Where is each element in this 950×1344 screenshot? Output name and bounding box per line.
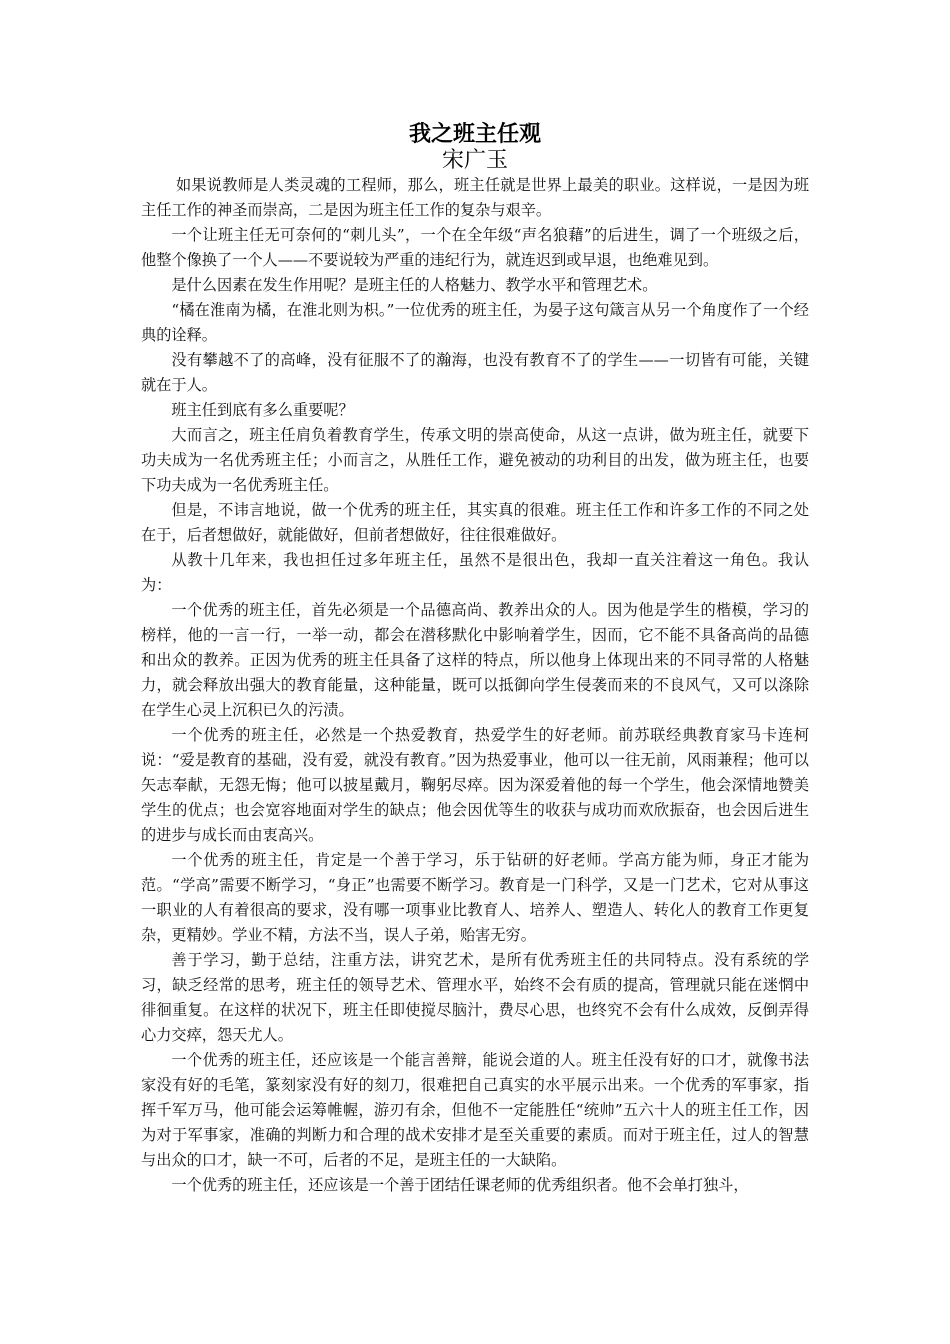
paragraph: 一个让班主任无可奈何的“刺儿头”，一个在全年级“声名狼藉”的后进生，调了一个班级之后，他整个像换了一个人——不要说较为严重的违纪行为，就连迟到或早退，也绝难见到。 — [141, 226, 809, 269]
paragraph: 一个优秀的班主任，肯定是一个善于学习，乐于钻研的好老师。学高方能为师，身正才能为范。“学高”需要不断学习，“身正”也需要不断学习。教育是一门科学，又是一门艺术，它对从事这一职业的人有着很高的要求，没有哪一项事业比教育人、培养人、塑造人、转化人的教育工作更复杂，更精妙。学业不精，方法不当，误人子弟，贻害无穷。 — [141, 851, 809, 944]
paragraph: 从教十几年来，我也担任过多年班主任，虽然不是很出色，我却一直关注着这一角色。我认为： — [141, 551, 809, 594]
paragraph: 没有攀越不了的高峰，没有征服不了的瀚海，也没有教育不了的学生——一切皆有可能，关键就在于人。 — [141, 351, 809, 394]
document-title: 我之班主任观 — [408, 122, 541, 147]
paragraph: 但是，不讳言地说，做一个优秀的班主任，其实真的很难。班主任工作和许多工作的不同之处在于，后者想做好，就能做好，但前者想做好，往往很难做好。 — [141, 501, 809, 544]
paragraph: 一个优秀的班主任，首先必须是一个品德高尚、教养出众的人。因为他是学生的楷模，学习的榜样，他的一言一行，一举一动，都会在潜移默化中影响着学生，因而，它不能不具备高尚的品德和出众的教养。正因为优秀的班主任具备了这样的特点，所以他身上体现出来的不同寻常的人格魅力，就会释放出强大的教育能量，这种能量，既可以抵御向学生侵袭而来的不良风气，又可以涤除在学生心灵上沉积已久的污渍。 — [141, 601, 809, 719]
paragraph: 是什么因素在发生作用呢？是班主任的人格魅力、教学水平和管理艺术。 — [171, 276, 658, 294]
paragraph: 一个优秀的班主任，还应该是一个善于团结任课老师的优秀组织者。他不会单打独斗， — [171, 1176, 749, 1194]
document-author: 宋广玉 — [441, 148, 508, 173]
paragraph: 班主任到底有多么重要呢？ — [171, 401, 354, 419]
document-body — [141, 173, 809, 1198]
paragraph: 一个优秀的班主任，还应该是一个能言善辩，能说会道的人。班主任没有好的口才，就像书法家没有好的毛笔，篆刻家没有好的刻刀，很难把自己真实的水平展示出来。一个优秀的军事家，指挥千军万马，他可能会运筹帷幄，游刃有余，但他不一定能胜任“统帅”五六十人的班主任工作，因为对于军事家，准确的判断力和合理的战术安排才是至关重要的素质。而对于班主任，过人的智慧与出众的口才，缺一不可，后者的不足，是班主任的一大缺陷。 — [141, 1051, 809, 1169]
paragraph: 大而言之，班主任肩负着教育学生，传承文明的崇高使命，从这一点讲，做为班主任，就要下功夫成为一名优秀班主任；小而言之，从胜任工作，避免被动的功利目的出发，做为班主任，也要下功夫成为一名优秀班主任。 — [141, 426, 809, 494]
paragraph: 一个优秀的班主任，必然是一个热爱教育，热爱学生的好老师。前苏联经典教育家马卡连柯说：“爱是教育的基础，没有爱，就没有教育。”因为热爱事业，他可以一往无前，风雨兼程；他可以矢志奉献，无怨无悔；他可以披星戴月，鞠躬尽瘁。因为深爱着他的每一个学生，他会深情地赞美学生的优点；也会宽容地面对学生的缺点；他会因优等生的收获与成功而欢欣振奋，也会因后进生的进步与成长而由衷高兴。 — [141, 726, 809, 844]
paragraph: 善于学习，勤于总结，注重方法，讲究艺术，是所有优秀班主任的共同特点。没有系统的学习，缺乏经常的思考，班主任的领导艺术、管理水平，始终不会有质的提高，管理就只能在迷惘中徘徊重复。在这样的状况下，班主任即使搅尽脑汁，费尽心思，也终究不会有什么成效，反倒弄得心力交瘁，怨天尤人。 — [141, 951, 809, 1044]
paragraph: “橘在淮南为橘，在淮北则为枳。”一位优秀的班主任，为晏子这句箴言从另一个角度作了一个经典的诠释。 — [141, 301, 809, 344]
paragraph: 如果说教师是人类灵魂的工程师，那么，班主任就是世界上最美的职业。这样说，一是因为班主任工作的神圣而崇高，二是因为班主任工作的复杂与艰辛。 — [141, 176, 809, 219]
